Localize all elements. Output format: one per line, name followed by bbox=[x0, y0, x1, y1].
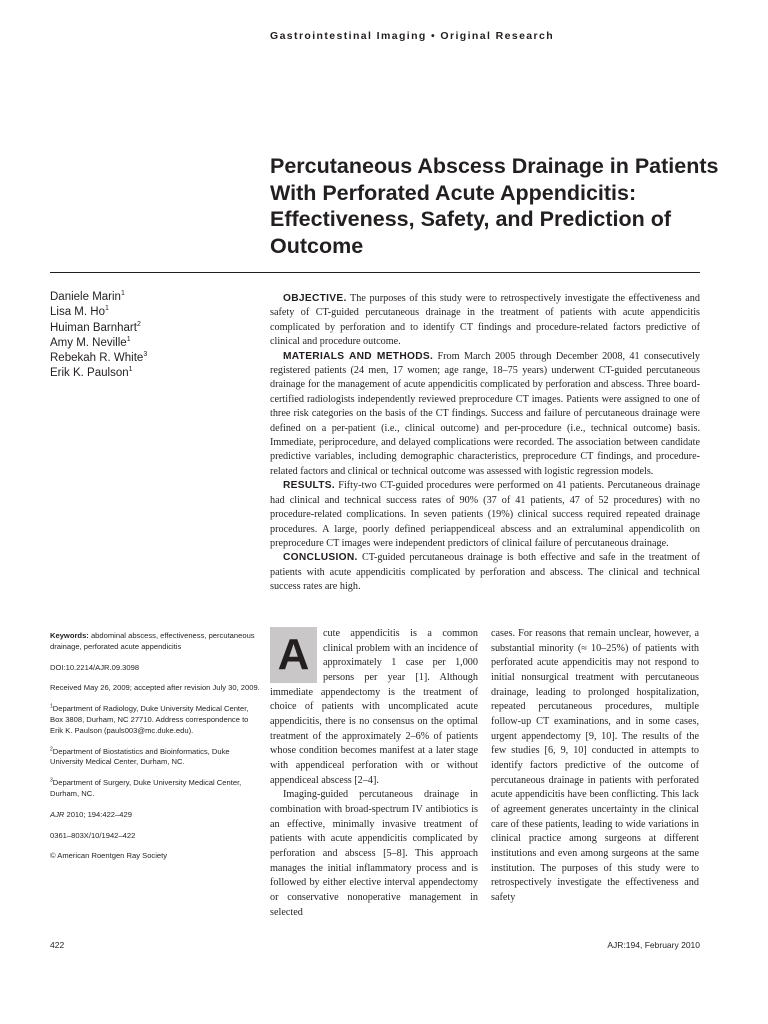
body-column-1 bbox=[270, 627, 478, 920]
affiliation-1: $^1$Department of Radiology, Duke University Medical Center, Box 3808, Durham, NC 27710. Address correspondence to Erik K. Paulson (pauls003@mc.duke.edu). bbox=[50, 703, 249, 735]
abstract-conclusion: CONCLUSION. CT-guided percutaneous drainage is both effective and safe in the treatment of patients with acute appendicitis complicated by perforation and abscess. The clinical and technical success rates are high. bbox=[270, 552, 701, 593]
author: Amy M. Neville$^1$ bbox=[50, 336, 131, 349]
citation: AJR 2010; 194:422–429 bbox=[50, 809, 132, 819]
methods-heading: MATERIALS AND METHODS. bbox=[283, 350, 434, 362]
abstract-objective: OBJECTIVE. The purposes of this study were to retrospectively investigate the effectiveness and safety of CT-guided percutaneous drainage in the treatment of patients with acute appendicitis complicated by perforation and to identify CT findings and procedure-related factors predictive of clinical and procedure outcome. bbox=[270, 293, 700, 348]
abstract-methods: MATERIALS AND METHODS. From March 2005 through December 2008, 41 consecutively registered patients (24 men, 17 women; age range, 18–75 years) underwent CT-guided percutaneous drainage for the management of acute appendicitis complicated by perforation and abscess. Three board-certified radiologists independently reviewed preprocedure CT images. Patients were assigned to one of three risk categories on the basis of the CT findings. Success and failure of percutaneous drainage were defined on a per-patient (i.e., clinical outcome) and per-procedure (i.e., technical outcome) basis. Immediate, periprocedure, and delayed complications were recorded. The association between candidate predictive variables, including demographic characteristics, preprocedure CT findings, and procedure-related factors and clinical or technical outcome was assessed with logistic regression models. bbox=[270, 350, 700, 477]
article-info-sidebar bbox=[50, 631, 260, 872]
affiliation-2: $^2$Department of Biostatistics and Bioinformatics, Duke University Medical Center, Durham, NC. bbox=[50, 746, 230, 767]
article-title: Percutaneous Abscess Drainage in Patients With Perforated Acute Appendicitis: Effectiveness, Safety, and Prediction of Outcome bbox=[270, 154, 719, 258]
received-date: Received May 26, 2009; accepted after revision July 30, 2009. bbox=[50, 683, 260, 693]
author: Rebekah R. White$^3$ bbox=[50, 351, 148, 365]
body-paragraph: Imaging-guided percutaneous drainage in combination with broad-spectrum IV antibiotics is an effective, minimally invasive treatment of patients with acute appendicitis complicated by perforation and abscess [5–8]. This approach manages the initial inflammatory process and is followed by either elective interval appendectomy or conservative nonoperative management in selected bbox=[270, 789, 478, 918]
issn: 0361–803X/10/1942–422 bbox=[50, 830, 136, 840]
objective-heading: OBJECTIVE. bbox=[283, 293, 347, 304]
keywords-label: Keywords: bbox=[50, 631, 89, 640]
keywords: Keywords: abdominal abscess, effectiveness, percutaneous drainage, perforated acute appendicitis bbox=[50, 631, 255, 651]
copyright: © American Roentgen Ray Society bbox=[50, 851, 168, 861]
author: Huiman Barnhart$^2$ bbox=[50, 320, 141, 334]
page-number: 422 bbox=[50, 940, 65, 950]
abstract bbox=[270, 292, 700, 595]
drop-cap: A bbox=[270, 627, 317, 683]
journal-footer: AJR:194, February 2010 bbox=[607, 940, 700, 950]
body-paragraph: cute appendicitis is a common clinical problem with an incidence of approximately 1 case per 1,000 persons per year [1]. Although immediate appendectomy is the treatment of choice of patients with uncomplicated acute appendicitis, there is no consensus on the optimal treatment of the approximately 2–6% of patients whose condition becomes manifest at a later stage with appendiceal perforation with or without appendiceal abscess [2–4]. bbox=[270, 628, 478, 786]
body-column-2 bbox=[491, 627, 699, 906]
results-heading: RESULTS. bbox=[283, 480, 336, 492]
affiliation-3: $^3$Department of Surgery, Duke University Medical Center, Durham, NC. bbox=[50, 777, 242, 798]
doi: DOI:10.2214/AJR.09.3098 bbox=[50, 662, 140, 672]
author: Lisa M. Ho$^1$ bbox=[50, 305, 109, 319]
section-header: Gastrointestinal Imaging • Original Research bbox=[270, 30, 555, 42]
abstract-results: RESULTS. Fifty-two CT-guided procedures were performed on 41 patients. Percutaneous drainage had clinical and technical success rates of 90% (37 of 41 patients, 47 of 52 procedures) with no procedure-related complications. In seven patients (19%) clinical success required repeated drainage procedures. A large, poorly defined periappendiceal abscess and an extraluminal appendicolith on preprocedure CT images were independent predictors of clinical failure of percutaneous drainage. bbox=[270, 480, 701, 549]
author: Daniele Marin$^1$ bbox=[50, 290, 125, 303]
author-list bbox=[50, 290, 147, 382]
body-paragraph: cases. For reasons that remain unclear, however, a substantial minority (≈ 10–25%) of patients with perforated acute appendicitis may not respond to initial nonsurgical treatment with percutaneous drainage, leading to prolonged hospitalization, repeated percutaneous procedures, multiple follow-up CT examinations, and in some cases, urgent appendectomy [9, 10]. The results of the few studies [6, 9, 10] conducted in attempts to identify factors predictive of the outcome of percutaneous drainage in patients with perforated acute appendicitis have been conflicting. This lack of agreement generates uncertainty in the clinical care of these patients, leading to wide variations in clinical practice among surgeons at different institutions and even among surgeons at the same institution. The purposes of this study were to retrospectively investigate the effectiveness and safety bbox=[491, 628, 699, 904]
conclusion-heading: CONCLUSION. bbox=[283, 552, 358, 564]
author: Erik K. Paulson$^1$ bbox=[50, 366, 133, 380]
title-rule bbox=[50, 272, 700, 273]
